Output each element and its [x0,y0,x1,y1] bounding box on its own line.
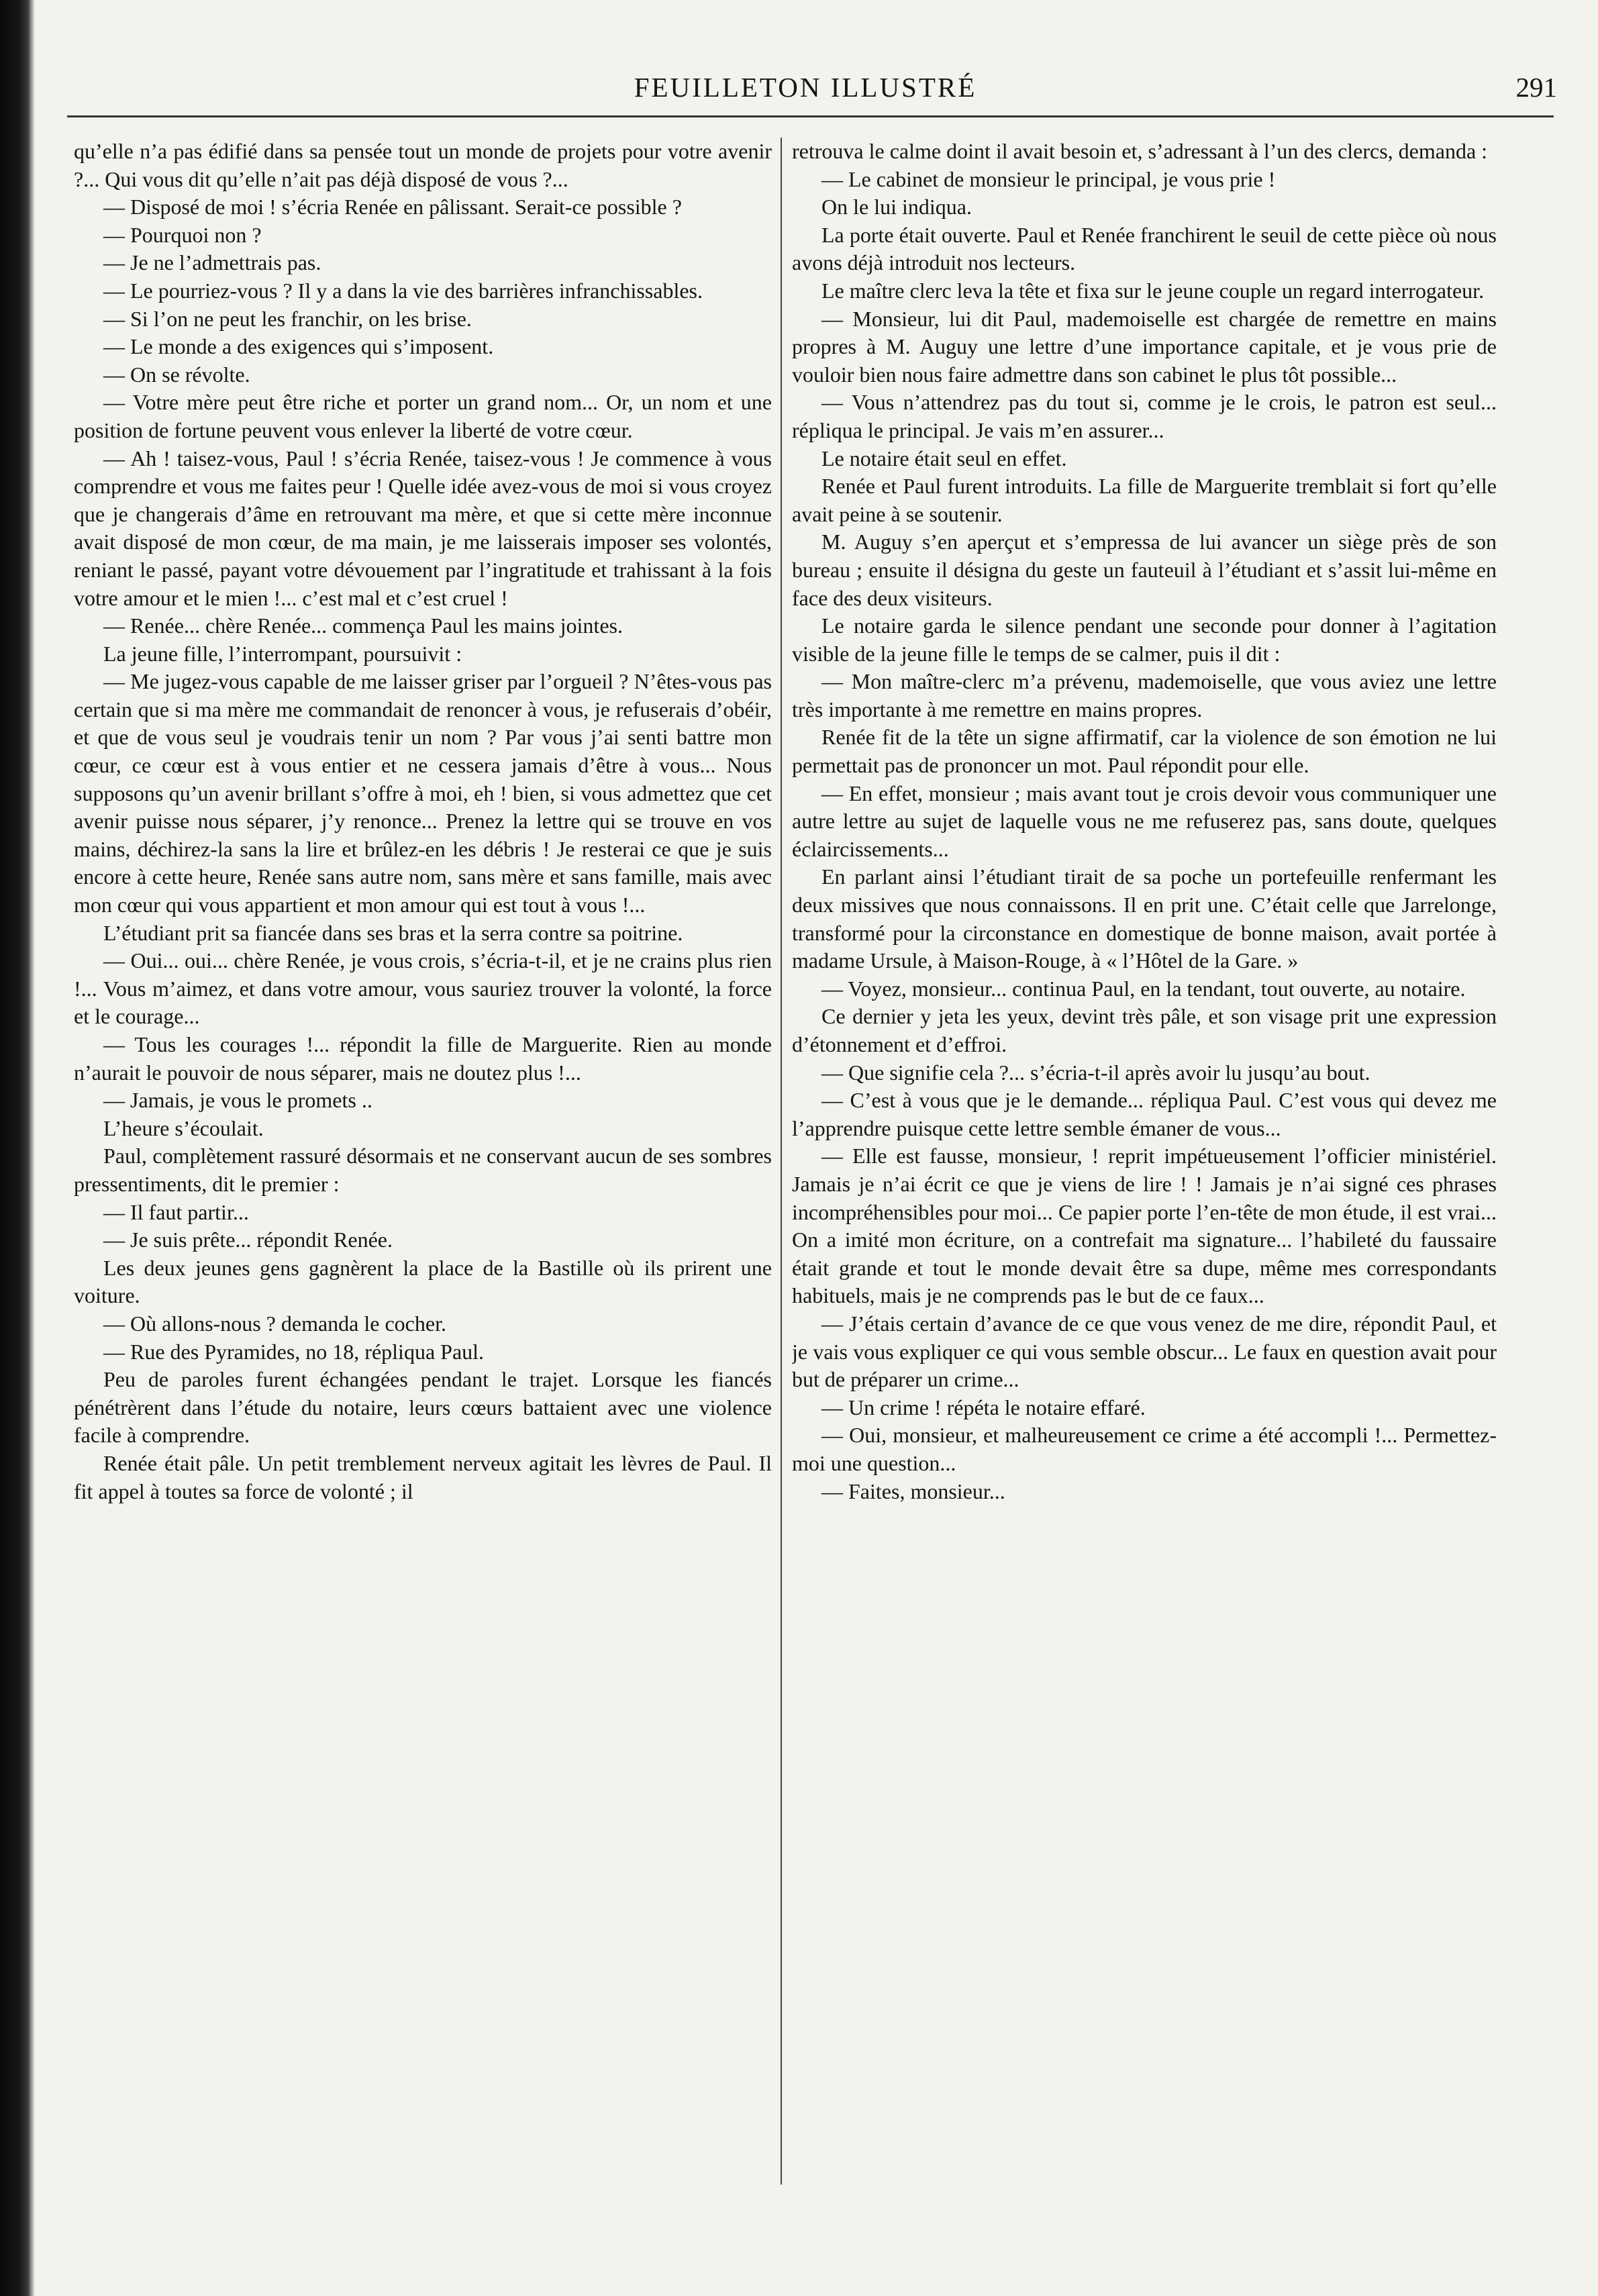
text-column-left [74,138,772,2252]
paragraph: M. Auguy s’en aperçut et s’empressa de lui avancer un siège près de son bureau ; ensuite il désigna du geste un fauteuil à l’étudiant et s’assit lui-même en face des deux visiteurs. [792,530,1497,610]
paragraph: — Oui... oui... chère Renée, je vous crois, s’écria-t-il, et je ne crains plus rien !... Vous m’aimez, et dans votre amour, vous sauriez trouver la volonté, la force et le courage... [74,948,772,1029]
paragraph: — Le cabinet de monsieur le principal, je vous prie ! [821,166,1276,191]
paragraph: — Où allons-nous ? demanda le cocher. [103,1311,446,1336]
paragraph: — Monsieur, lui dit Paul, mademoiselle est chargée de remettre en mains propres à M. Auguy une lettre d’une importance capitale, et je vous prie de vouloir bien nous faire admettre dans son cabinet le plus tôt possible... [792,306,1497,387]
paragraph: — On se révolte. [103,362,250,387]
paragraph: — Je ne l’admettrais pas. [103,250,321,275]
paragraph: Renée fit de la tête un signe affirmatif, car la violence de son émotion ne lui permettait pas de prononcer un mot. Paul répondit pour elle. [792,725,1497,778]
paragraph: La jeune fille, l’interrompant, poursuivit : [103,641,462,666]
paragraph: — Le pourriez-vous ? Il y a dans la vie des barrières infranchissables. [103,278,703,303]
paragraph: Les deux jeunes gens gagnèrent la place de la Bastille où ils prirent une voiture. [74,1255,772,1308]
paragraph: — En effet, monsieur ; mais avant tout je crois devoir vous communiquer une autre lettre au sujet de laquelle vous ne me refuserez pas, sans doute, quelques éclaircissements... [792,781,1497,861]
paragraph: — Votre mère peut être riche et porter un grand nom... Or, un nom et une position de fortune peuvent vous enlever la liberté de votre cœur. [74,390,772,442]
paragraph: L’heure s’écoulait. [103,1115,264,1140]
paragraph: Ce dernier y jeta les yeux, devint très pâle, et son visage prit une expression d’étonnement et d’effroi. [792,1004,1497,1056]
paragraph: Renée et Paul furent introduits. La fille de Marguerite tremblait si fort qu’elle avait peine à se soutenir. [792,474,1497,526]
paragraph: Le notaire était seul en effet. [821,446,1067,470]
paragraph: Peu de paroles furent échangées pendant le trajet. Lorsque les fiancés pénétrèrent dans l’étude du notaire, leurs cœurs battaient avec une violence facile à comprendre. [74,1367,772,1448]
paragraph: — Voyez, monsieur... continua Paul, en la tendant, tout ouverte, au notaire. [821,976,1466,1001]
paragraph: L’étudiant prit sa fiancée dans ses bras et la serra contre sa poitrine. [103,920,683,945]
page-binding-shadow [0,0,35,2296]
page-number: 291 [1515,72,1557,103]
paragraph: — Jamais, je vous le promets .. [103,1088,372,1113]
paragraph: — Un crime ! répéta le notaire effaré. [821,1395,1146,1419]
paragraph: retrouva le calme doint il avait besoin et, s’adressant à l’un des clercs, demanda : [792,139,1488,163]
paragraph: — Rue des Pyramides, no 18, répliqua Paul. [103,1339,485,1364]
paragraph: — Le monde a des exigences qui s’imposent. [103,334,494,359]
paragraph: qu’elle n’a pas édifié dans sa pensée tout un monde de projets pour votre avenir ?... Qui vous dit qu’elle n’ait pas déjà disposé de vous ?... [74,139,772,191]
text-column-right [792,138,1497,2252]
paragraph: — C’est à vous que je le demande... répliqua Paul. C’est vous qui devez me l’apprendre puisque cette lettre semble émaner de vous... [792,1088,1497,1140]
paragraph: — Renée... chère Renée... commença Paul les mains jointes. [103,613,623,638]
paragraph: — Pourquoi non ? [103,222,262,247]
page-header [54,64,1557,111]
paragraph: — Que signifie cela ?... s’écria-t-il après avoir lu jusqu’au bout. [821,1060,1370,1085]
paragraph: Renée était pâle. Un petit tremblement nerveux agitait les lèvres de Paul. Il fit appel à toutes sa force de volonté ; il [74,1450,772,1503]
paragraph: — Oui, monsieur, et malheureusement ce crime a été accompli !... Permettez-moi une question... [792,1423,1497,1475]
paragraph: — Je suis prête... répondit Renée. [103,1228,393,1252]
paragraph: — Tous les courages !... répondit la fille de Marguerite. Rien au monde n’aurait le pouvoir de nous séparer, mais ne doutez plus !... [74,1032,772,1085]
paragraph: — Mon maître-clerc m’a prévenu, mademoiselle, que vous aviez une lettre très importante à me remettre en mains propres. [792,669,1497,721]
paragraph: — Il faut partir... [103,1199,249,1224]
paragraph: — Vous n’attendrez pas du tout si, comme je le crois, le patron est seul... répliqua le principal. Je vais m’en assurer... [792,390,1497,442]
paragraph: — Ah ! taisez-vous, Paul ! s’écria Renée, taisez-vous ! Je commence à vous comprendre et vous me faites peur ! Quelle idée avez-vous de moi si vous croyez que je changerais d’âme en retrouvant ma mère, et que si cette mère inconnue avait disposé de mon cœur, de ma main, je me laisserais imposer ses volontés, reniant le passé, payant votre dévouement par l’ingratitude et trahissant à la fois votre amour et le mien !... c’est mal et c’est cruel ! [74,446,772,610]
paragraph: — J’étais certain d’avance de ce que vous venez de me dire, répondit Paul, et je vais vous expliquer ce qui vous semble obscur... Le faux en question avait pour but de préparer un crime... [792,1311,1497,1392]
column-separator [781,138,782,2185]
paragraph: Paul, complètement rassuré désormais et ne conservant aucun de ses sombres pressentiments, dit le premier : [74,1144,772,1196]
paragraph: — Disposé de moi ! s’écria Renée en pâlissant. Serait-ce possible ? [103,195,682,219]
paragraph: — Faites, monsieur... [821,1479,1005,1503]
header-rule [67,115,1554,117]
paragraph: On le lui indiqua. [821,195,972,219]
paragraph: — Elle est fausse, monsieur, ! reprit impétueusement l’officier ministériel. Jamais je n’ai écrit ce que je viens de lire ! ! Jamais je n’ai signé ces phrases incompréhensibles pour moi... Ce papier porte l’en-tête de mon étude, il est vrai... On a imité mon écriture, on a contrefait ma signature... l’habileté du faussaire était grande et tout le monde devait être sa dupe, même mes correspondants habituels, mais je ne comprends pas le but de ce faux... [792,1144,1497,1308]
paragraph: — Si l’on ne peut les franchir, on les brise. [103,306,472,331]
paragraph: La porte était ouverte. Paul et Renée franchirent le seuil de cette pièce où nous avons déjà introduit nos lecteurs. [792,222,1497,275]
paragraph: — Me jugez-vous capable de me laisser griser par l’orgueil ? N’êtes-vous pas certain que si ma mère me commandait de renoncer à vous, je refuserais d’obéir, et que de vous seul je voudrais tenir un nom ? Par vous j’ai senti battre mon cœur, ce cœur est à vous entier et ne cessera jamais d’être à vous... Nous supposons qu’un avenir brillant s’offre à moi, eh ! bien, si vous admettez que cet avenir puisse nous séparer, j’y renonce... Prenez la lettre qui se trouve en vos mains, déchirez-la sans la lire et brûlez-en les débris ! Je resterai ce que je suis encore à cette heure, Renée sans autre nom, sans mère et sans famille, mais avec mon cœur qui vous appartient et mon amour qui est tout à vous !... [74,669,772,917]
paragraph: En parlant ainsi l’étudiant tirait de sa poche un portefeuille renfermant les deux missives que nous connaissons. Il en prit une. C’était celle que Jarrelonge, transformé pour la circonstance en domestique de bonne maison, avait portée à madame Ursule, à Maison-Rouge, à « l’Hôtel de la Gare. » [792,864,1497,973]
running-title: FEUILLETON ILLUSTRÉ [634,72,977,103]
paragraph: Le maître clerc leva la tête et fixa sur le jeune couple un regard interrogateur. [821,278,1485,303]
paragraph: Le notaire garda le silence pendant une seconde pour donner à l’agitation visible de la jeune fille le temps de se calmer, puis il dit : [792,613,1497,666]
